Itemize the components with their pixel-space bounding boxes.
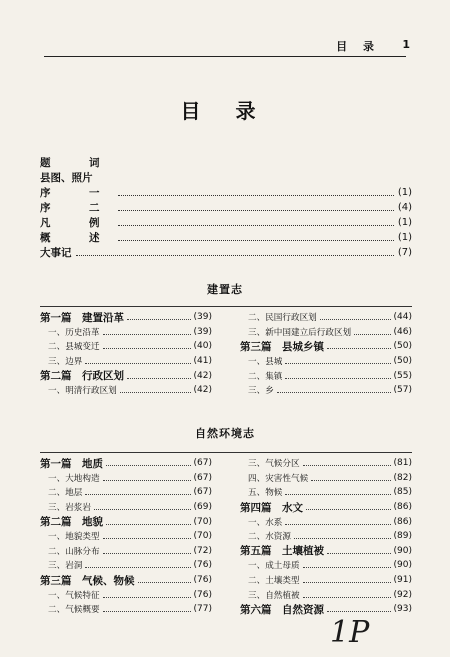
toc-entry-label: 三、自然植被 [248,590,300,601]
toc-entry-page: (85) [393,487,412,498]
toc-entry-page: (81) [393,458,412,469]
leader-dots [85,562,190,568]
toc-entry-label: 第四篇 水文 [240,501,303,514]
toc-entry-page: (69) [193,502,212,513]
toc-column-left [40,310,212,398]
toc-entry-label: 二、山脉分布 [48,546,100,557]
toc-chapter-entry[interactable] [40,558,212,573]
toc-entry[interactable] [40,170,412,185]
page-number: 1 [402,38,410,51]
toc-entry[interactable] [40,215,412,230]
toc-entry-label: 二、集镇 [248,371,283,382]
toc-entry-label: 三、气候分区 [248,459,300,470]
leader-dots [103,329,191,335]
toc-entry-page: (7) [397,247,412,258]
toc-chapter-entry[interactable] [40,325,212,340]
toc-entry-label: 四、灾害性气候 [248,473,309,484]
toc-entry-page: (39) [193,312,212,323]
toc-entry-label: 第六篇 自然资源 [240,603,324,616]
toc-column-left [40,456,212,617]
leader-dots [277,387,391,393]
toc-entry-label: 一、气候特征 [48,590,100,601]
leader-dots [327,548,391,554]
section-divider [40,306,412,307]
toc-entry-page: (50) [393,341,412,352]
leader-dots [103,475,191,481]
leader-dots [127,314,191,320]
leader-dots [106,519,191,525]
toc-part-entry[interactable] [240,339,412,354]
leader-dots [94,504,191,510]
toc-entry-label: 三、岩浆岩 [48,503,91,514]
leader-dots [118,204,394,211]
leader-dots [285,358,390,364]
toc-chapter-entry[interactable] [240,587,412,602]
toc-entry-page: (89) [393,531,412,542]
toc-entry-label: 一、成土母质 [248,561,300,572]
leader-dots [127,373,191,379]
toc-entry-label: 第五篇 土壤植被 [240,545,324,558]
section-title-ziran: 自然环境志 [195,427,255,440]
leader-dots [103,606,191,612]
toc-entry-label: 三、新中国建立后行政区划 [248,327,352,338]
toc-entry-label: 二、民国行政区划 [248,313,317,324]
toc-chapter-entry[interactable] [240,456,412,471]
toc-part-entry[interactable] [40,368,212,383]
toc-entry-label: 五、物候 [248,488,283,499]
toc-entry-label: 一、地貌类型 [48,532,100,543]
leader-dots [103,548,191,554]
toc-entry-label: 序 一 [40,187,114,199]
toc-entry-page: (91) [393,575,412,586]
leader-dots [285,489,390,495]
leader-dots [85,489,190,495]
toc-entry-label: 一、水系 [248,517,283,528]
leader-dots [76,249,394,256]
toc-entry-page: (86) [393,516,412,527]
toc-entry-label: 二、地层 [48,488,83,499]
leader-dots [103,343,191,349]
toc-entry-page: (76) [193,560,212,571]
toc-entry-page: (72) [193,545,212,556]
toc-entry-page: (50) [393,356,412,367]
leader-dots [303,460,391,466]
toc-entry-label: 第一篇 地质 [40,457,103,470]
toc-chapter-entry[interactable] [40,602,212,617]
toc-chapter-entry[interactable] [40,500,212,515]
leader-dots [306,504,391,510]
toc-entry[interactable] [40,185,412,200]
leader-dots [118,189,394,196]
toc-part-entry[interactable] [40,456,212,471]
toc-entry-page: (67) [193,472,212,483]
toc-entry-page: (41) [193,356,212,367]
toc-entry-page: (76) [193,589,212,600]
toc-entry-page: (93) [393,604,412,615]
toc-entry[interactable] [40,155,412,170]
toc-chapter-entry[interactable] [40,485,212,500]
toc-entry-page: (92) [393,589,412,600]
toc-chapter-entry[interactable] [240,573,412,588]
section-title-jianzhi: 建置志 [207,283,243,296]
toc-entry-page: (4) [397,202,412,213]
leader-dots [303,577,391,583]
toc-chapter-entry[interactable] [240,514,412,529]
leader-dots [106,460,191,466]
toc-chapter-entry[interactable] [240,310,412,325]
running-head: 目 录 [336,40,380,53]
leader-dots [327,343,391,349]
toc-entry-page: (86) [393,502,412,513]
toc-entry-label: 三、边界 [48,357,83,368]
toc-entry-label: 二、县城变迁 [48,342,100,353]
page-title: 目 录 [180,99,270,123]
toc-entry-label: 题 词 [40,157,114,169]
toc-entry-label: 县图、照片 [40,172,93,184]
leader-dots [294,533,391,539]
toc-entry-label: 一、大地构造 [48,473,100,484]
handwritten-note: 1P [330,615,370,650]
toc-entry-label: 第三篇 县城乡镇 [240,340,324,353]
leader-dots [303,562,391,568]
toc-entry-page: (46) [393,326,412,337]
toc-entry-page: (90) [393,560,412,571]
leader-dots [118,219,394,226]
leader-dots [311,475,390,481]
toc-chapter-entry[interactable] [240,485,412,500]
header-rule [44,56,406,57]
toc-chapter-entry[interactable] [40,354,212,369]
leader-dots [120,387,191,393]
leader-dots [285,519,390,525]
toc-chapter-entry[interactable] [240,354,412,369]
toc-column-right [240,310,412,398]
toc-part-entry[interactable] [40,514,212,529]
toc-entry-page: (67) [193,487,212,498]
section-divider [40,452,412,453]
toc-entry-label: 三、乡 [248,386,274,397]
toc-entry-label: 二、土壤类型 [248,576,300,587]
toc-entry-label: 一、明清行政区划 [48,386,117,397]
toc-entry-label: 二、气候概要 [48,605,100,616]
leader-dots [303,592,391,598]
toc-entry-page: (40) [193,341,212,352]
leader-dots [103,533,191,539]
toc-entry[interactable] [40,230,412,245]
toc-entry-label: 第二篇 行政区划 [40,370,124,383]
toc-entry-label: 二、水资源 [248,532,291,543]
toc-entry-page: (67) [193,458,212,469]
toc-chapter-entry[interactable] [240,558,412,573]
toc-chapter-entry[interactable] [240,368,412,383]
toc-entry-page: (55) [393,370,412,381]
toc-entry-page: (39) [193,326,212,337]
toc-entry-page: (44) [393,312,412,323]
toc-chapter-entry[interactable] [240,383,412,398]
front-matter-list [40,155,412,260]
toc-entry-page: (77) [193,604,212,615]
toc-entry-page: (70) [193,531,212,542]
toc-entry-page: (76) [193,575,212,586]
leader-dots [320,314,391,320]
toc-entry-label: 一、历史沿革 [48,327,100,338]
toc-entry-label: 第三篇 气候、物候 [40,574,135,587]
toc-entry-page: (42) [193,370,212,381]
toc-entry[interactable] [40,200,412,215]
toc-chapter-entry[interactable] [240,471,412,486]
toc-entry-label: 三、岩洞 [48,561,83,572]
toc-entry-label: 大事记 [40,247,72,259]
toc-chapter-entry[interactable] [40,544,212,559]
toc-chapter-entry[interactable] [240,325,412,340]
toc-entry-label: 概 述 [40,232,114,244]
toc-entry-label: 第二篇 地貌 [40,516,103,529]
toc-entry-page: (1) [397,187,412,198]
toc-entry-label: 序 二 [40,202,114,214]
toc-entry-page: (57) [393,385,412,396]
toc-chapter-entry[interactable] [40,529,212,544]
toc-part-entry[interactable] [240,602,412,617]
toc-entry-page: (90) [393,545,412,556]
leader-dots [103,592,191,598]
toc-entry-page: (42) [193,385,212,396]
toc-entry-label: 第一篇 建置沿革 [40,311,124,324]
toc-part-entry[interactable] [40,310,212,325]
leader-dots [85,358,190,364]
toc-entry-page: (1) [397,232,412,243]
toc-entry-label: 一、县城 [248,357,283,368]
toc-chapter-entry[interactable] [240,529,412,544]
toc-column-right [240,456,412,617]
toc-part-entry[interactable] [240,500,412,515]
toc-part-entry[interactable] [240,544,412,559]
leader-dots [138,577,191,583]
leader-dots [118,234,394,241]
toc-part-entry[interactable] [40,573,212,588]
leader-dots [285,373,390,379]
leader-dots [354,329,390,335]
toc-chapter-entry[interactable] [40,471,212,486]
toc-entry-page: (70) [193,516,212,527]
toc-chapter-entry[interactable] [40,339,212,354]
toc-chapter-entry[interactable] [40,383,212,398]
toc-entry-page: (82) [393,472,412,483]
toc-entry-page: (1) [397,217,412,228]
leader-dots [327,606,391,612]
toc-entry[interactable] [40,245,412,260]
toc-entry-label: 凡 例 [40,217,114,229]
toc-chapter-entry[interactable] [40,587,212,602]
